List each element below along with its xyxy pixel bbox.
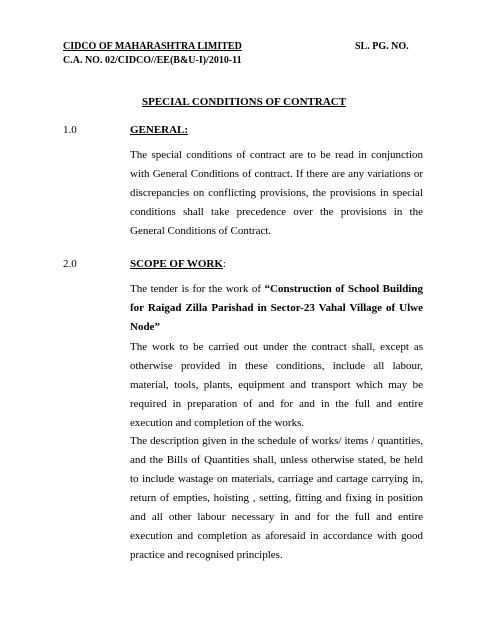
section-heading-colon: : bbox=[222, 258, 226, 270]
section-heading-general: GENERAL: bbox=[130, 124, 189, 136]
contract-number: C.A. NO. 02/CIDCO//EE(B&U-I)/2010-11 bbox=[63, 55, 242, 66]
scope-paragraph-2: The description given in the schedule of works/ items / quantities, and the Bills of Quantities shall, unless otherwise stated, be held to include wastage on materials, carriage and cartage carrying in, return of empties, hoisting , setting, fitting and fixing in position and all other labour necessary in and for the full and entire execution and completion as aforesaid in accordance with good practice and recognised principles. bbox=[130, 435, 423, 561]
scope-paragraph-1: The work to be carried out under the contract shall, except as otherwise provided in these conditions, include all labour, material, tools, plants, equipment and transport which may be required in preparation of and for and in the full and entire execution and completion of the works. bbox=[130, 341, 423, 429]
section-heading-scope-wrapper bbox=[130, 258, 226, 270]
page-number-label: SL. PG. NO. bbox=[355, 41, 409, 52]
document-title: SPECIAL CONDITIONS OF CONTRACT bbox=[142, 96, 347, 108]
section-number-1: 1.0 bbox=[63, 124, 77, 136]
scope-intro-paragraph bbox=[130, 280, 423, 337]
organization-name: CIDCO OF MAHARASHTRA LIMITED bbox=[63, 41, 242, 52]
work-name: “Construction of School Building for Raigad Zilla Parishad in Sector-23 Vahal Village of Ulwe Node” bbox=[130, 283, 423, 333]
general-paragraph: The special conditions of contract are to be read in conjunction with General Conditions of contract. If there are any variations or discrepancies on conflicting provisions, the provisions in special conditions shall take precedence over the provisions in the General Conditions of Contract. bbox=[130, 149, 423, 237]
section-number-2: 2.0 bbox=[63, 258, 77, 270]
section-heading-scope: SCOPE OF WORK bbox=[130, 258, 223, 270]
scope-intro-text: The tender is for the work of bbox=[130, 283, 265, 295]
